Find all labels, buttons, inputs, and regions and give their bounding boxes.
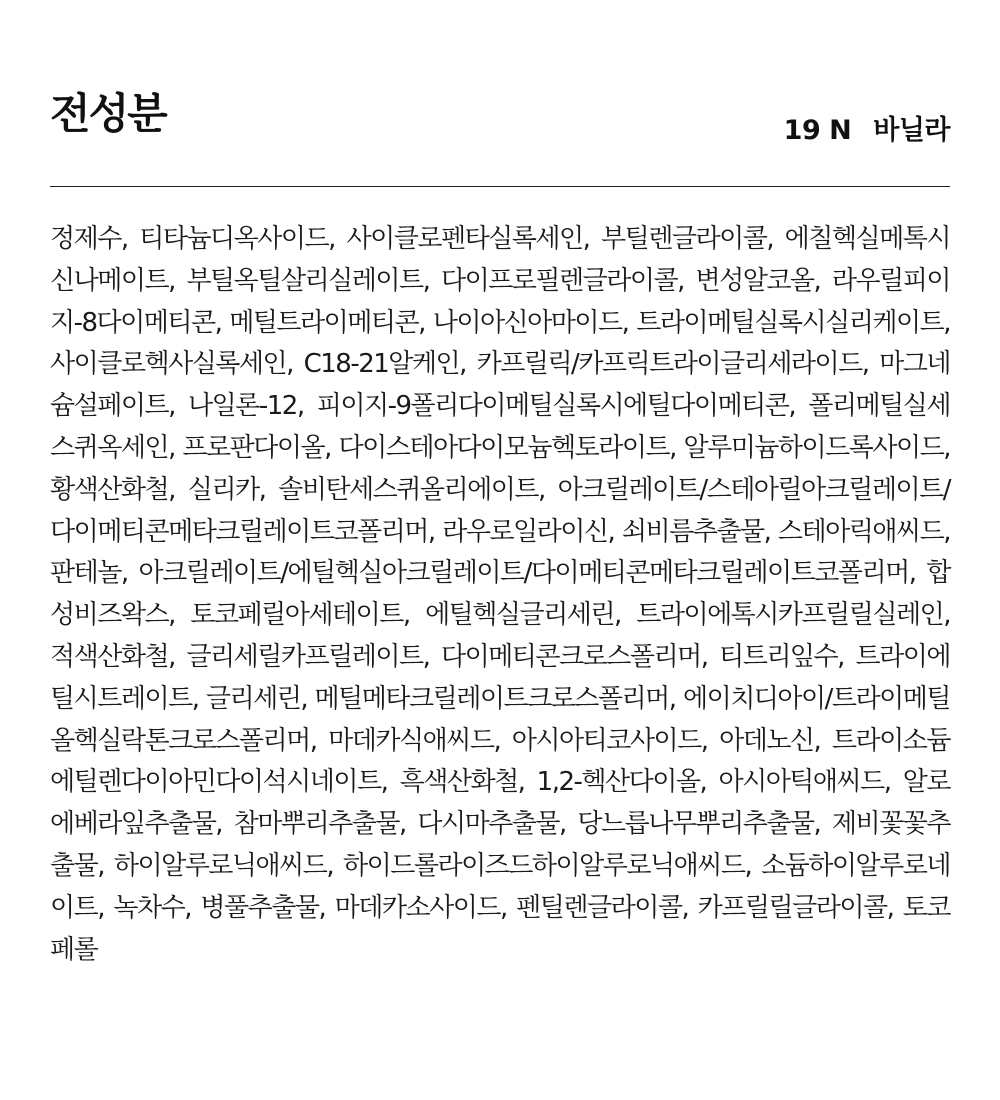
shade-info [784, 117, 950, 144]
shade-name: 바닐라 [873, 115, 950, 146]
ingredient-list: 정제수, 티타늄디옥사이드, 사이클로펜타실록세인, 부틸렌글라이콜, 에칠헥실메톡시신나메이트, 부틸옥틸살리실레이트, 다이프로필렌글라이콜, 변성알코올, 라우릴피이지-8다이메티콘, 메틸트라이메티콘, 나이아신아마이드, 트라이메틸실록시실리케이트, 사이클로헥사실록세인, C18-21알케인, 카프릴릭/카프릭트라이글리세라이드, 마그네슘설페이트, 나일론-12, 피이지-9폴리다이메틸실록시에틸다이메티콘, 폴리메틸실세스퀴옥세인, 프로판다이올, 다이스테아다이모늄헥토라이트, 알루미늄하이드록사이드, 황색산화철, 실리카, 솔비탄세스퀴올리에이트, 아크릴레이트/스테아릴아크릴레이트/다이메티콘메타크릴레이트코폴리머, 라우로일라이신, 쇠비름추출물, 스테아릭애씨드, 판테놀, 아크릴레이트/에틸헥실아크릴레이트/다이메티콘메타크릴레이트코폴리머, 합성비즈왁스, 토코페릴아세테이트, 에틸헥실글리세린, 트라이에톡시카프릴릴실레인, 적색산화철, 글리세릴카프릴레이트, 다이메티콘크로스폴리머, 티트리잎수, 트라이에틸시트레이트, 글리세린, 메틸메타크릴레이트크로스폴리머, 에이치디아이/트라이메틸올헥실락톤크로스폴리머, 마데카식애씨드, 아시아티코사이드, 아데노신, 트라이소듐에틸렌다이아민다이석시네이트, 흑색산화철, 1,2-헥산다이올, 아시아틱애씨드, 알로에베라잎추출물, 참마뿌리추출물, 다시마추출물, 당느릅나무뿌리추출물, 제비꽃꽃추출물, 하이알루로닉애씨드, 하이드롤라이즈드하이알루로닉애씨드, 소듐하이알루로네이트, 녹차수, 병풀추출물, 마데카소사이드, 펜틸렌글라이콜, 카프릴릴글라이콜, 토코페롤 [50, 224, 950, 965]
page-title: 전성분 [50, 89, 166, 138]
page-header [50, 0, 950, 187]
shade-code: 19 N [783, 115, 852, 146]
